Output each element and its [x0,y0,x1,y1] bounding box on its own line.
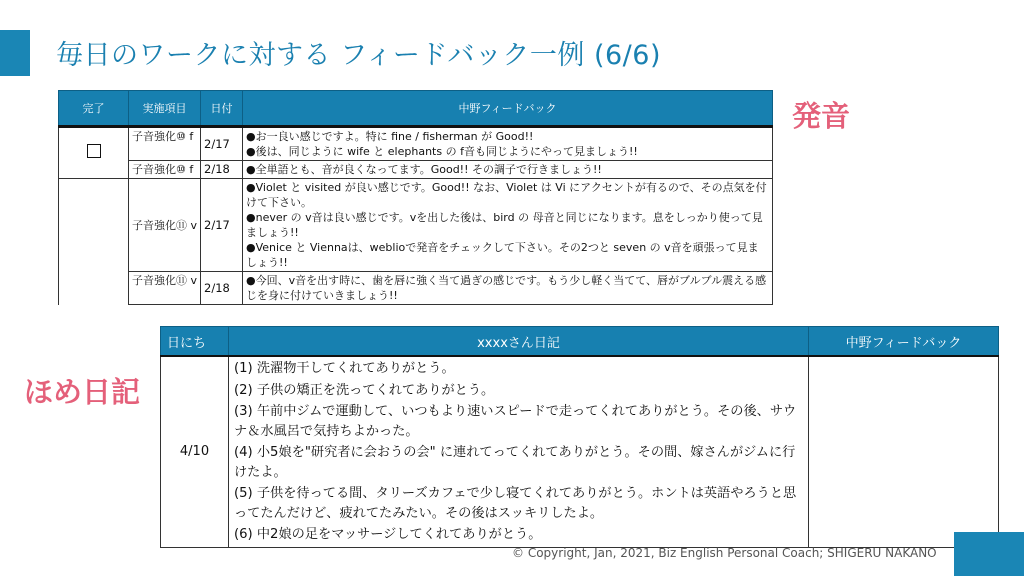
diary-cell [229,356,809,547]
diary-entry: (2) 子供の矯正を洗ってくれてありがとう。 [234,382,495,398]
feedback-cell [243,272,773,305]
header-done: 完了 [59,91,129,127]
header-item: 実施項目 [129,91,201,127]
page-title: 毎日のワークに対する フィードバック一例 (6/6) [56,40,661,71]
feedback-line: ●全単語とも、音が良くなってます。Good!! その調子で行きましょう!! [246,163,602,176]
done-cell [59,179,129,305]
feedback-line: ●Violet と visited が良い感じです。Good!! なお、Violet は Vi にアクセントが有るので、その点気を付けて下さい。 [246,181,767,209]
feedback-cell [243,161,773,179]
feedback-line: ●今回、v音を出す時に、歯を唇に強く当て過ぎの感じです。もう少し軽く当てて、唇がブルブル震える感じを身に付けていきましょう!! [246,274,767,302]
item-cell: 子音強化⑩ f [129,127,201,161]
item-cell: 子音強化⑩ f [129,161,201,179]
header-day: 日にち [161,327,229,357]
pronunciation-feedback-table [58,90,776,316]
done-cell [59,127,129,179]
item-cell: 子音強化⑪ v [129,179,201,272]
diary-entry: (1) 洗濯物干してくれてありがとう。 [234,361,455,376]
diary-entry: (5) 子供を待ってる間、タリーズカフェで少し寝てくれてありがとう。ホントは英語やろうと思ってたんだけど、疲れてたみたい。その後はスッキリしたよ。 [234,486,797,521]
feedback-empty-cell [809,356,999,547]
diary-date-cell: 4/10 [161,356,229,547]
date-cell: 2/18 [201,161,243,179]
praise-diary-label: ほめ日記 [24,375,141,409]
feedback-cell [243,127,773,161]
diary-entry: (3) 午前中ジムで運動して、いつもより速いスピードで走ってくれてありがとう。その後、サウナ＆水風呂で気持ちよかった。 [234,404,797,439]
header-nakano-feedback: 中野フィードバック [809,327,999,357]
table-row [59,161,773,179]
feedback-cell [243,179,773,272]
header-diary: xxxxさん日記 [229,327,809,357]
table-row [59,127,773,161]
corner-accent-block [954,532,1024,576]
table-row [59,179,773,272]
copyright-footer: © Copyright, Jan, 2021, Biz English Personal Coach; SHIGERU NAKANO [512,546,937,560]
header-feedback: 中野フィードバック [243,91,773,127]
diary-entry: (4) 小5娘を"研究者に会おうの会" に連れてってくれてありがとう。その間、嫁さんがジムに行けたよ。 [234,445,796,480]
praise-diary-table [160,326,1000,542]
table-row [59,272,773,305]
feedback-line: ●never の v音は良い感じです。vを出した後は、bird の 母音と同じになります。息をしっかり使って見ましょう!! [246,211,763,239]
header-date: 日付 [201,91,243,127]
pronunciation-label: 発音 [792,99,851,133]
diary-entry: (6) 中2娘の足をマッサージしてくれてありがとう。 [234,527,542,542]
title-accent-bar [0,30,30,76]
date-cell: 2/17 [201,179,243,272]
item-cell: 子音強化⑪ v [129,272,201,305]
feedback-line: ●お一良い感じですよ。特に fine / fisherman が Good!! [246,130,534,143]
date-cell: 2/18 [201,272,243,305]
feedback-line: ●後は、同じように wife と elephants の f音も同じようにやって見ましょう!! [246,145,638,158]
date-cell: 2/17 [201,127,243,161]
done-checkbox[interactable] [87,144,101,158]
feedback-line: ●Venice と Viennaは、weblioで発音をチェックして下さい。その2つと seven の v音を頑張って見ましょう!! [246,241,759,269]
table-row [161,356,999,547]
